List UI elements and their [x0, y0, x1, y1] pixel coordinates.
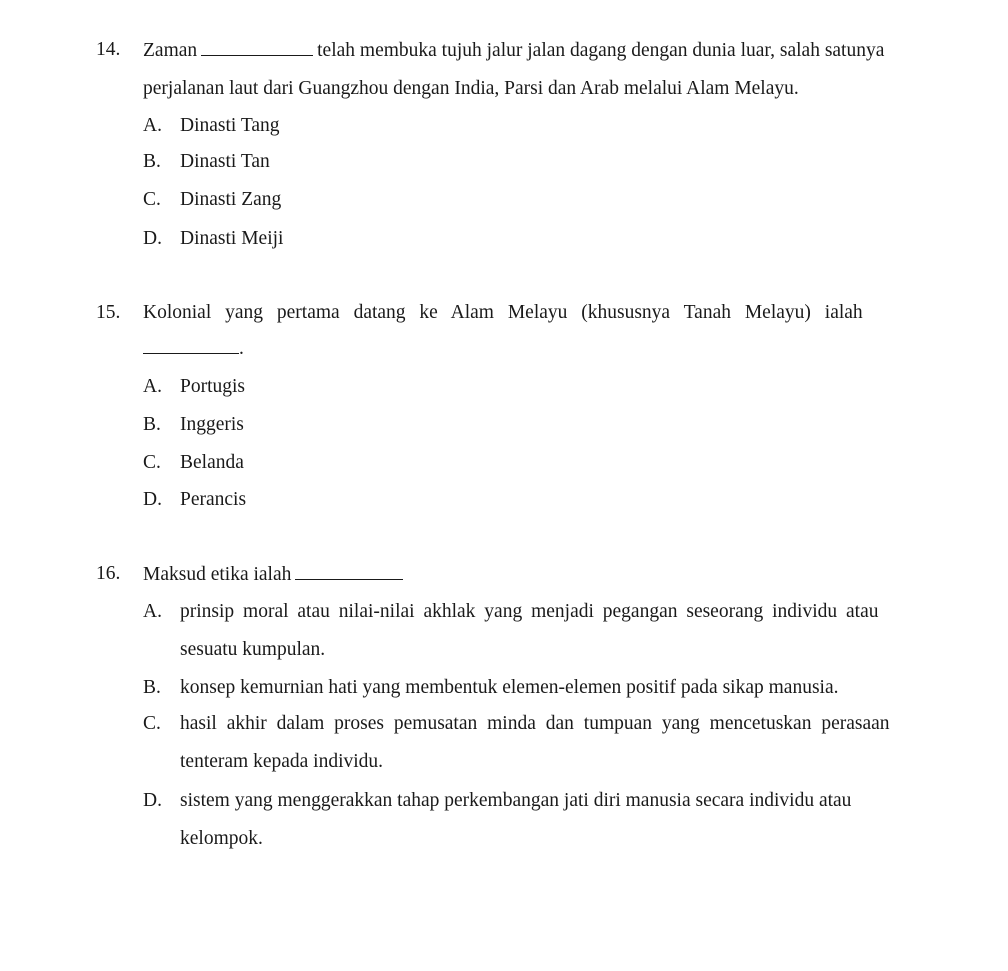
option-d-text: Dinasti Meiji: [180, 228, 284, 249]
option-letter: A.: [143, 601, 162, 622]
option-letter: D.: [143, 790, 162, 811]
question-stem-line1: [143, 38, 884, 63]
stem-end-punct: .: [239, 338, 244, 359]
option-d-text: Perancis: [180, 489, 247, 510]
answer-blank: [143, 336, 239, 354]
option-letter: C.: [143, 713, 161, 734]
question-stem-blank-line: [143, 336, 244, 361]
option-c-text: Dinasti Zang: [180, 189, 282, 210]
option-b-text: Inggeris: [180, 414, 244, 435]
answer-blank: [201, 38, 313, 56]
option-b-text: konsep kemurnian hati yang membentuk elemen-elemen positif pada sikap manusia.: [180, 677, 839, 698]
option-c-text-line2: tenteram kepada individu.: [180, 751, 384, 772]
option-b-text: Dinasti Tan: [180, 151, 270, 172]
option-c-text: Belanda: [180, 452, 244, 473]
option-letter: A.: [143, 376, 162, 397]
option-letter: D.: [143, 228, 162, 249]
stem-before-blank: Zaman: [143, 40, 198, 61]
option-letter: B.: [143, 151, 161, 172]
option-letter: C.: [143, 189, 161, 210]
option-a-text: Portugis: [180, 376, 246, 397]
question-number: 15.: [96, 302, 121, 323]
question-number: 16.: [96, 563, 121, 584]
question-stem: Maksud etika ialah: [143, 564, 292, 585]
answer-blank: [295, 562, 403, 580]
option-c-text-line1: hasil akhir dalam proses pemusatan minda dan tumpuan yang mencetuskan perasaan: [180, 713, 890, 734]
option-a-text-line2: sesuatu kumpulan.: [180, 639, 326, 660]
option-d-text-line1: sistem yang menggerakkan tahap perkembangan jati diri manusia secara individu atau: [180, 790, 852, 811]
stem-after-blank: telah membuka tujuh jalur jalan dagang dengan dunia luar, salah satunya: [317, 40, 885, 61]
option-d-text-line2: kelompok.: [180, 828, 263, 849]
option-letter: A.: [143, 115, 162, 136]
question-number: 14.: [96, 39, 121, 60]
question-stem-line2: perjalanan laut dari Guangzhou dengan India, Parsi dan Arab melalui Alam Melayu.: [143, 78, 799, 99]
question-stem: Kolonial yang pertama datang ke Alam Melayu (khususnya Tanah Melayu) ialah: [143, 302, 863, 323]
option-a-text-line1: prinsip moral atau nilai-nilai akhlak yang menjadi pegangan seseorang individu atau: [180, 601, 879, 622]
option-letter: B.: [143, 414, 161, 435]
option-letter: B.: [143, 677, 161, 698]
option-a-text: Dinasti Tang: [180, 115, 280, 136]
question-stem-line: [143, 562, 403, 587]
option-letter: C.: [143, 452, 161, 473]
option-letter: D.: [143, 489, 162, 510]
